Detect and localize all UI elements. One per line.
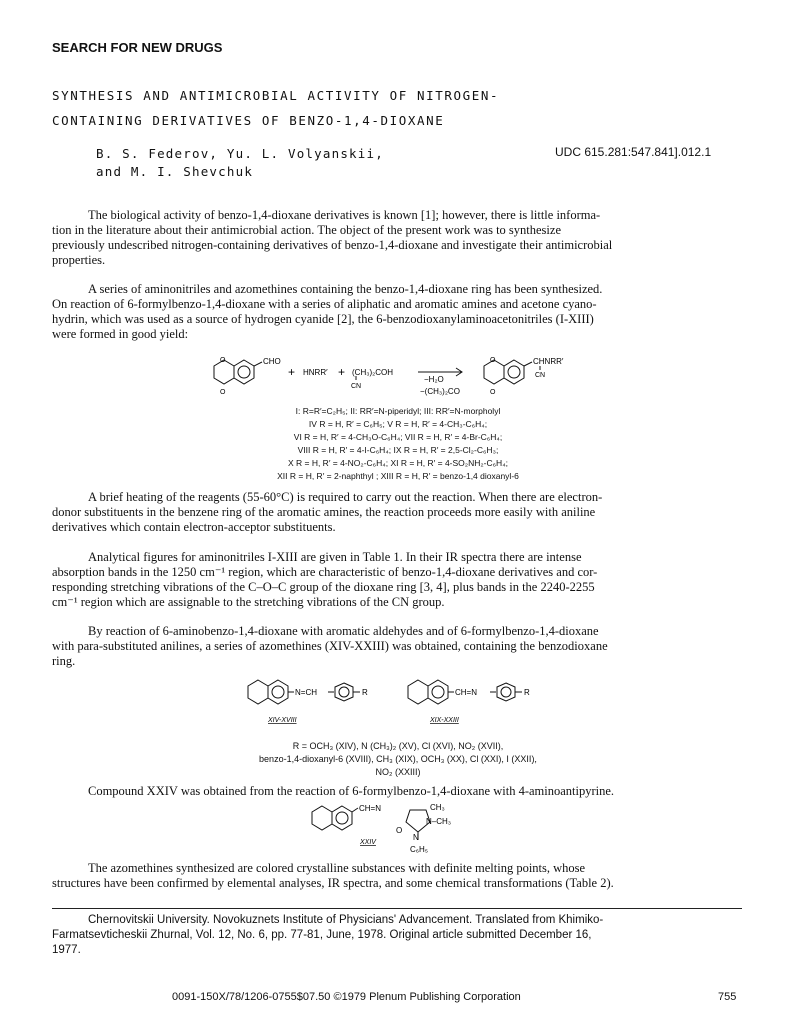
- compound-line: VIII R = H, R′ = 4-I-C₆H₄; IX R = H, R′ = 2,5-Cl₂-C₆H₃;: [297, 445, 499, 455]
- nitrogen-label: N: [413, 833, 419, 842]
- text-line: hydrin, which was used as a source of hydrogen cyanide [2], the 6-benzodioxanylaminoacetonitriles (I-XIII): [52, 312, 594, 326]
- text-line: tion in the literature about their antimicrobial action. The object of the present work was to synthesize: [52, 223, 561, 237]
- structure-compound-xxiv: [306, 800, 486, 860]
- substituent-line: benzo-1,4-dioxanyl-6 (XVIII), CH₃ (XIX), OCH₃ (XX), Cl (XXI), I (XXII),: [259, 754, 537, 764]
- phenyl-group: C₆H₅: [410, 845, 429, 854]
- text-line: ring.: [52, 654, 76, 668]
- footnote-divider: [52, 908, 742, 909]
- article-title-line-1: SYNTHESIS AND ANTIMICROBIAL ACTIVITY OF NITROGEN-: [52, 88, 500, 103]
- paragraph-conditions: [52, 490, 742, 535]
- authors-line-2: and M. I. Shevchuk: [96, 164, 254, 179]
- paragraph-synthesis: [52, 282, 742, 342]
- arrow-condition-bottom: −(CH₃)₂CO: [420, 387, 460, 396]
- substituent-line: NO₂ (XXIII): [375, 767, 421, 777]
- paragraph-azomethines: [52, 624, 742, 669]
- paragraph-intro: [52, 208, 742, 268]
- text-line: A series of aminonitriles and azomethines containing the benzo-1,4-dioxane ring has been synthesized.: [88, 282, 603, 296]
- text-line: previously undescribed nitrogen-containing derivatives of benzo-1,4-dioxane and investigate their antimicrobial: [52, 238, 613, 252]
- compound-line: XII R = H, R′ = 2-naphthyl ; XIII R = H, R′ = benzo-1,4 dioxanyl-6: [277, 471, 519, 481]
- plus-sign: +: [338, 365, 346, 379]
- text-line: donor substituents in the benzene ring of the aromatic amines, the reaction proceeds more easily with aniline: [52, 505, 596, 519]
- substituent-line: R = OCH₃ (XIV), N (CH₃)₂ (XV), Cl (XVI), NO₂ (XVII),: [292, 741, 504, 751]
- section-label: SEARCH FOR NEW DRUGS: [52, 40, 223, 55]
- oxygen-label: O: [490, 389, 496, 396]
- product-group: CHNRR′: [533, 357, 564, 366]
- page-number: 755: [718, 991, 737, 1003]
- amine-reagent: HNRR′: [303, 368, 328, 377]
- text-line: with para-substituted anilines, a series of azomethines (XIV-XXIII) was obtained, containing the benzodioxane: [52, 639, 608, 653]
- plus-sign: +: [288, 365, 296, 379]
- authors: [96, 145, 384, 181]
- reaction-scheme-aminonitriles: [200, 350, 600, 406]
- azomethine-group: CH=N: [359, 804, 382, 813]
- arrow-condition-top: −H₂O: [424, 375, 444, 384]
- footnote: [52, 913, 742, 958]
- udc-code: UDC 615.281:547.841].012.1: [555, 145, 712, 159]
- compound-line: VI R = H, R′ = 4-CH₃O-C₆H₄; VII R = H, R′ = 4-Br-C₆H₄;: [293, 432, 503, 442]
- text-line: responding stretching vibrations of the C–O–C group of the dioxane ring [3, 4], plus bands in the 2240-2255: [52, 580, 595, 594]
- footnote-line: Chernovitskii University. Novokuznets Institute of Physicians' Advancement. Translated from Khimiko-: [88, 914, 604, 926]
- structure-azomethines: [240, 672, 580, 728]
- acetone-cyanohydrin: (CH₃)₂COH: [352, 368, 394, 377]
- paragraph-properties: [52, 861, 742, 891]
- text-line: Analytical figures for aminonitriles I-XIII are given in Table 1. In their IR spectra there are intense: [88, 550, 582, 564]
- text-line: properties.: [52, 253, 106, 267]
- n-methyl-group: N–CH₃: [426, 817, 452, 826]
- text-line: Compound XXIV was obtained from the reaction of 6-formylbenzo-1,4-dioxane with 4-aminoantipyrine.: [88, 784, 615, 798]
- text-line: The biological activity of benzo-1,4-dioxane derivatives is known [1]; however, there is little informa-: [88, 208, 601, 222]
- r-substituent: R: [524, 688, 530, 697]
- text-line: derivatives which contain electron-acceptor substituents.: [52, 520, 336, 534]
- oxygen-label: O: [220, 389, 226, 396]
- cyano-label: CN: [351, 383, 362, 390]
- azomethine-group: CH=N: [455, 688, 478, 697]
- compound-line: IV R = H, R′ = C₆H₅; V R = H, R′ = 4-CH₃-C₆H₄;: [308, 419, 488, 429]
- compound-label: XXIV: [360, 839, 376, 846]
- copyright-line: 0091-150X/78/1206-0755$07.50 ©1979 Plenum Publishing Corporation: [172, 991, 521, 1003]
- oxo-group: O: [396, 826, 403, 835]
- compound-range-label: XIV-XVIII: [268, 717, 297, 724]
- paragraph-compound-xxiv: [52, 784, 742, 799]
- oxygen-label: O: [220, 357, 226, 364]
- paragraph-ir-spectra: [52, 550, 742, 610]
- text-line: The azomethines synthesized are colored crystalline substances with definite melting points, whose: [88, 861, 586, 875]
- cho-group: CHO: [263, 357, 281, 366]
- authors-line-1: B. S. Federov, Yu. L. Volyanskii,: [96, 146, 384, 161]
- text-line: On reaction of 6-formylbenzo-1,4-dioxane with a series of aliphatic and aromatic amines and acetone cyano-: [52, 297, 597, 311]
- text-line: structures have been confirmed by elemental analyses, IR spectra, and some chemical transformations (Table 2).: [52, 876, 614, 890]
- methyl-group: CH₃: [430, 803, 445, 812]
- footnote-line: 1977.: [52, 944, 81, 956]
- article-title-line-2: CONTAINING DERIVATIVES OF BENZO-1,4-DIOXANE: [52, 113, 445, 128]
- compound-line: I: R=R′=C₂H₅; II: RR′=N-piperidyl; III: RR′=N-morpholyl: [295, 406, 501, 416]
- text-line: By reaction of 6-aminobenzo-1,4-dioxane with aromatic aldehydes and of 6-formylbenzo-1,4-dioxane: [88, 624, 599, 638]
- text-line: A brief heating of the reagents (55-60°C) is required to carry out the reaction. When there are electron-: [88, 490, 603, 504]
- text-line: were formed in good yield:: [52, 327, 189, 341]
- text-line: cm⁻¹ region which are assignable to the stretching vibrations of the CN group.: [52, 595, 445, 609]
- r-substituent: R: [362, 688, 368, 697]
- product-cyano: CN: [535, 372, 546, 379]
- footnote-line: Farmatsevticheskii Zhurnal, Vol. 12, No. 6, pp. 77-81, June, 1978. Original article submitted December 16,: [52, 929, 592, 941]
- oxygen-label: O: [490, 357, 496, 364]
- text-line: absorption bands in the 1250 cm⁻¹ region, which are characteristic of benzo-1,4-dioxane derivatives and cor-: [52, 565, 598, 579]
- azomethine-group: N=CH: [295, 688, 318, 697]
- compound-line: X R = H, R′ = 4-NO₂-C₆H₄; XI R = H, R′ = 4-SO₂NH₂-C₆H₄;: [287, 458, 509, 468]
- compound-range-label: XIX-XXIII: [430, 717, 459, 724]
